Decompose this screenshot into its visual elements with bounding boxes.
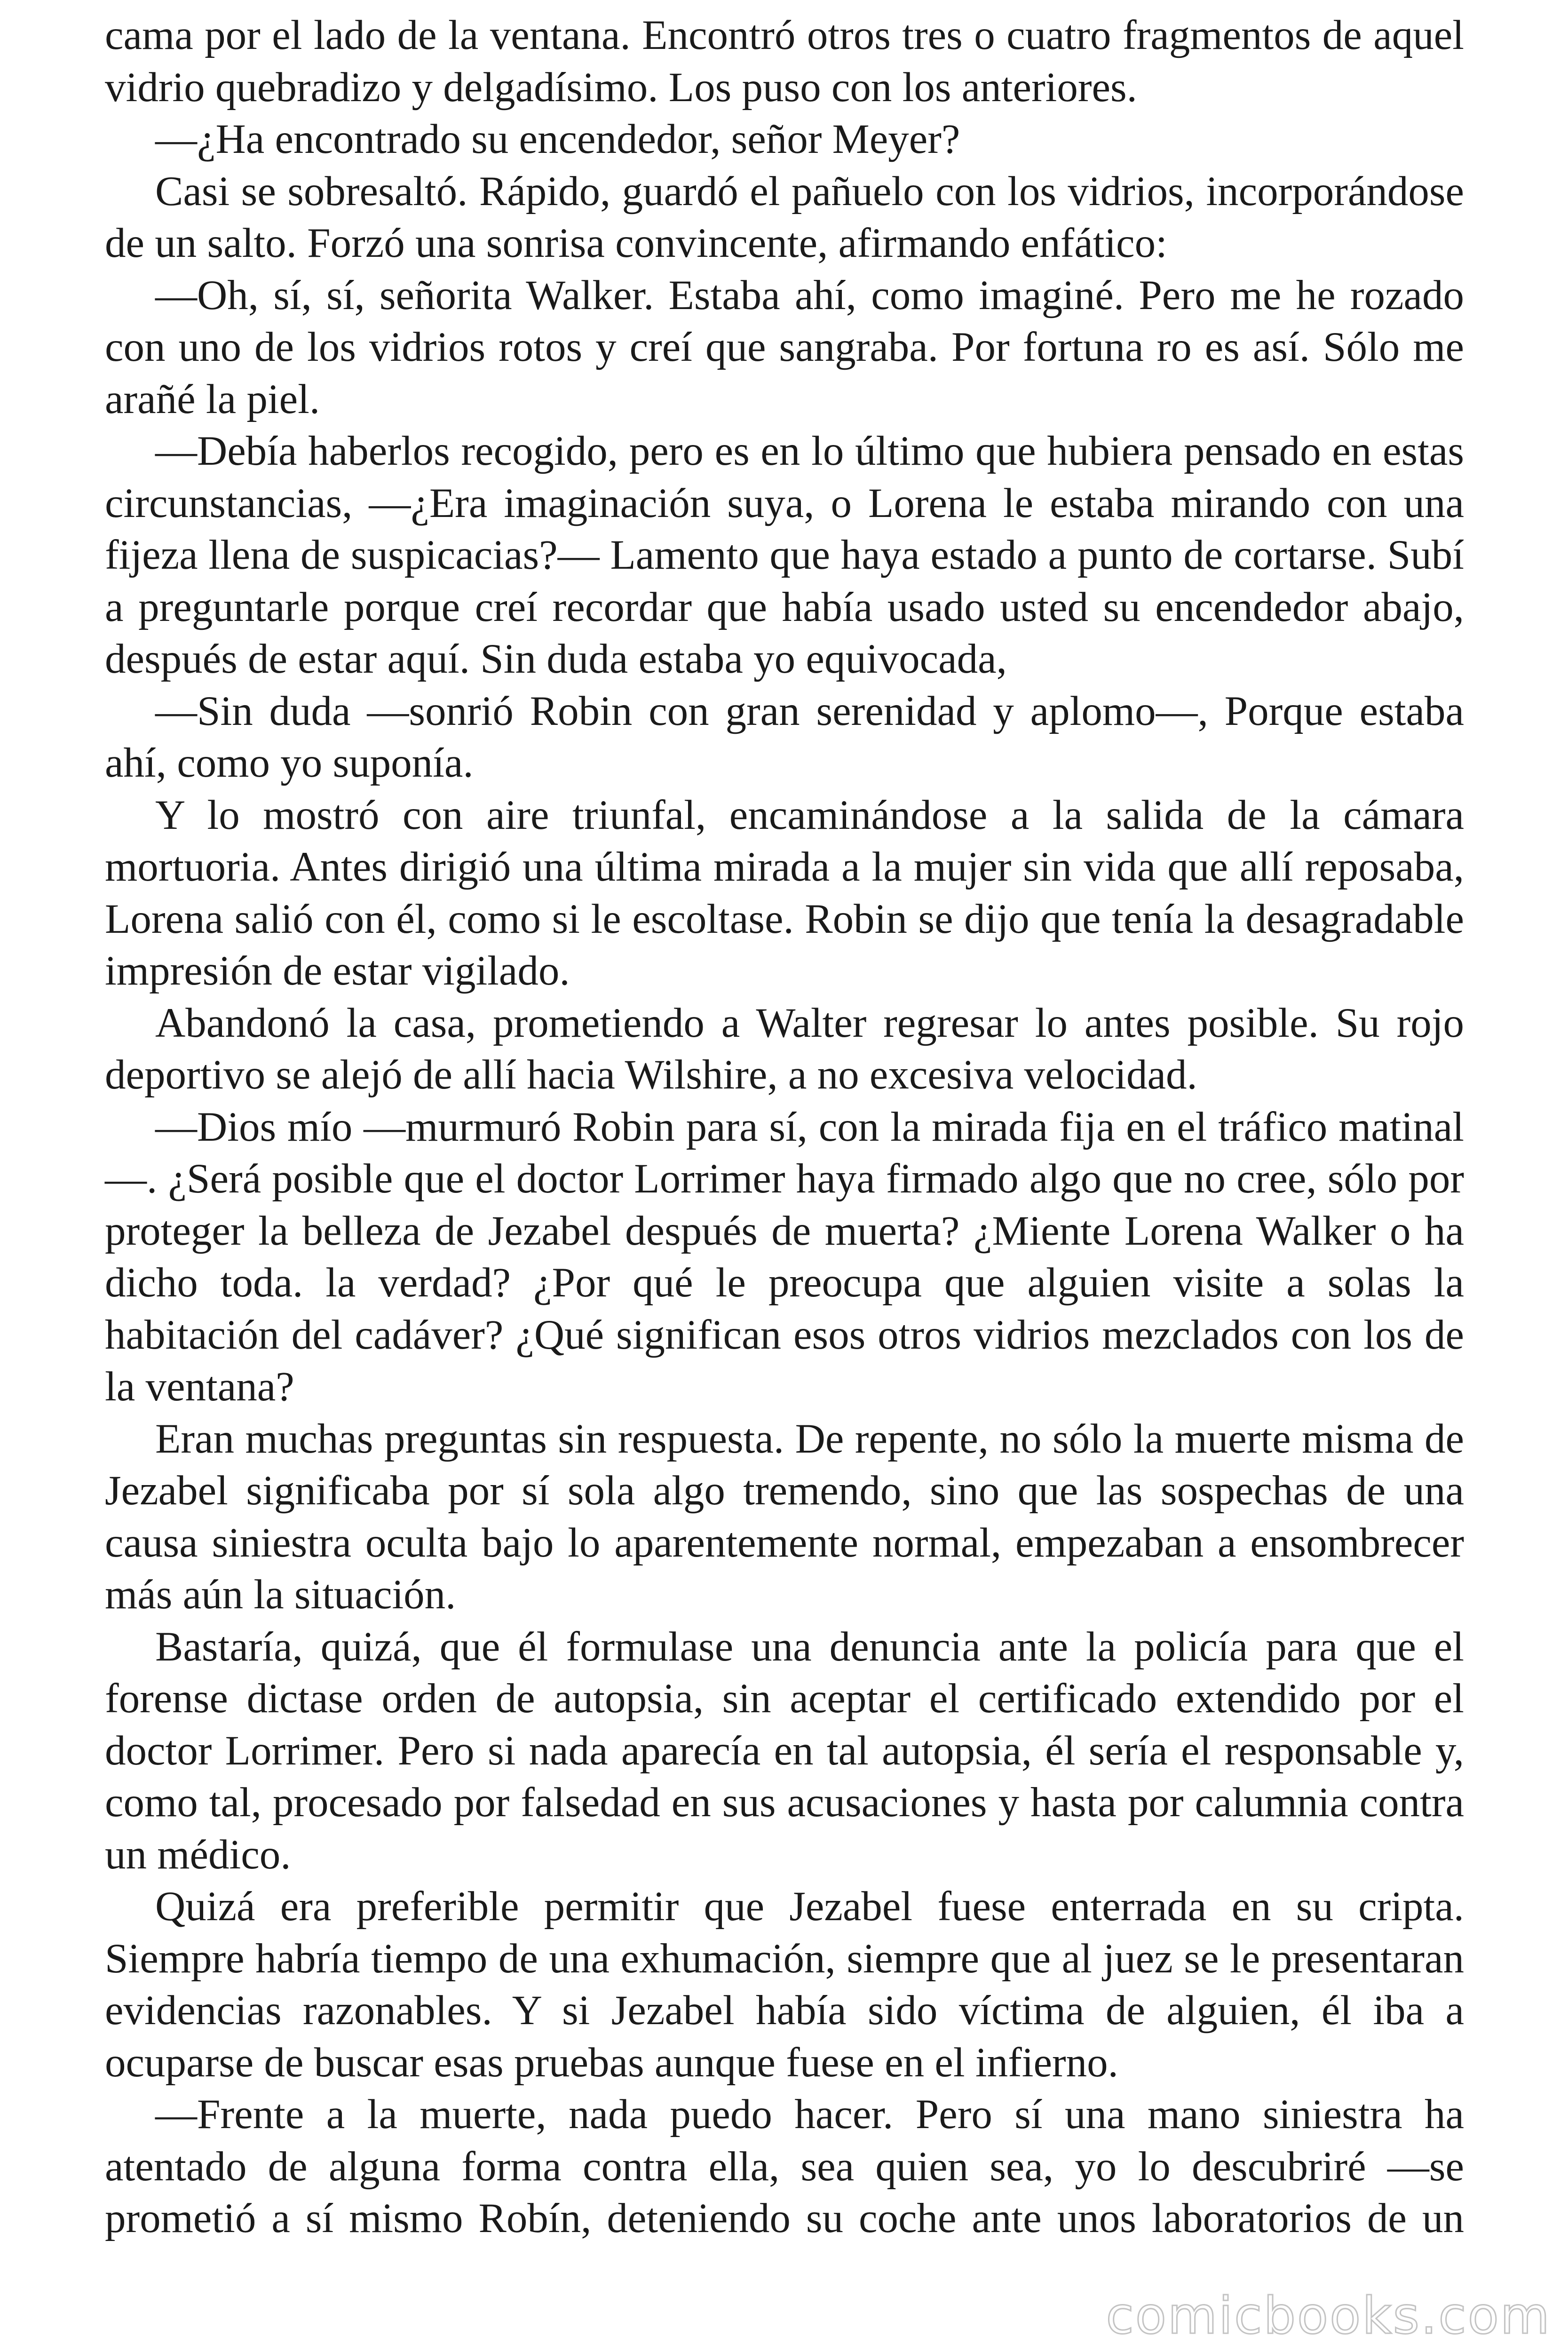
paragraph-13: —Frente a la muerte, nada puedo hacer. Pero sí una mano siniestra ha atentado de alguna forma contra ella, sea quien sea, yo lo descubriré —se prometió a sí mismo Robín, deteniendo su coche ante unos laboratorios de un [105, 2091, 1464, 2241]
paragraph-6: —Sin duda —sonrió Robin con gran serenidad y aplomo—, Porque estaba ahí, como yo suponía. [105, 688, 1464, 786]
paragraph-7: Y lo mostró con aire triunfal, encaminándose a la salida de la cámara mortuoria. Antes dirigió una última mirada a la mujer sin vida que allí reposaba, Lorena salió con él, como si le escoltase. Robin se dijo que tenía la desagradable impresión de estar vigilado. [105, 792, 1464, 994]
paragraph-9: —Dios mío —murmuró Robin para sí, con la mirada fija en el tráfico matinal—. ¿Será posible que el doctor Lorrimer haya firmado algo que no cree, sólo por proteger la belleza de Jezabel después de muerta? ¿Miente Lorena Walker o ha dicho toda. la verdad? ¿Por qué le preocupa que alguien visite a solas la habitación del cadáver? ¿Qué significan esos otros vidrios mezclados con los de la ventana? [105, 1104, 1464, 1410]
paragraph-2: —¿Ha encontrado su encendedor, señor Meyer? [155, 116, 960, 162]
paragraph-8: Abandonó la casa, prometiendo a Walter regresar lo antes posible. Su rojo deportivo se alejó de allí hacia Wilshire, a no excesiva velocidad. [105, 1000, 1464, 1098]
paragraph-1: cama por el lado de la ventana. Encontró otros tres o cuatro fragmentos de aquel vidrio quebradizo y delgadísimo. Los puso con los anteriores. [105, 12, 1464, 111]
book-page [105, 9, 1464, 2314]
paragraph-11: Bastaría, quizá, que él formulase una denuncia ante la policía para que el forense dictase orden de autopsia, sin aceptar el certificado extendido por el doctor Lorrimer. Pero si nada aparecía en tal autopsia, él sería el responsable y, como tal, procesado por falsedad en sus acusaciones y hasta por calumnia contra un médico. [105, 1623, 1464, 1878]
paragraph-3: Casi se sobresaltó. Rápido, guardó el pañuelo con los vidrios, incorporándose de un salto. Forzó una sonrisa convincente, afirmando enfático: [105, 168, 1464, 266]
paragraph-4: —Oh, sí, sí, señorita Walker. Estaba ahí, como imaginé. Pero me he rozado con uno de los vidrios rotos y creí que sangraba. Por fortuna ro es así. Sólo me arañé la piel. [105, 272, 1464, 422]
paragraph-5: —Debía haberlos recogido, pero es en lo último que hubiera pensado en estas circunstancias, —¿Era imaginación suya, o Lorena le estaba mirando con una fijeza llena de suspicacias?— Lamento que haya estado a punto de cortarse. Subí a preguntarle porque creí recordar que había usado usted su encendedor abajo, después de estar aquí. Sin duda estaba yo equivocada, [105, 428, 1464, 682]
watermark-logo: comicbooks.com [1106, 2287, 1551, 2345]
paragraph-12: Quizá era preferible permitir que Jezabel fuese enterrada en su cripta. Siempre habría tiempo de una exhumación, siempre que al juez se le presentaran evidencias razonables. Y si Jezabel había sido víctima de alguien, él iba a ocuparse de buscar esas pruebas aunque fuese en el infierno. [105, 1883, 1464, 2086]
paragraph-10: Eran muchas preguntas sin respuesta. De repente, no sólo la muerte misma de Jezabel significaba por sí sola algo tremendo, sino que las sospechas de una causa siniestra oculta bajo lo aparentemente normal, empezaban a ensombrecer más aún la situación. [105, 1415, 1464, 1618]
